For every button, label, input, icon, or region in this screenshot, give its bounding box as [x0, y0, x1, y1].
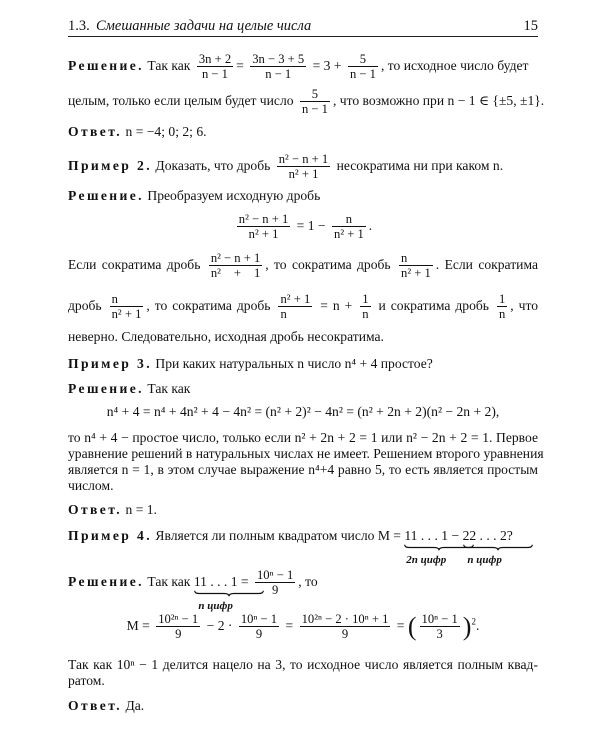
fraction: $\frac{\text{n² − n + 1}}{\text{n² + 1}}$ — [210, 251, 261, 281]
example-4-conclusion-2: ратом. — [68, 673, 105, 688]
solution-label: Решение. — [68, 574, 144, 590]
example-3-equation: n⁴ + 4 = n⁴ + 4n² + 4 − 4n² = (n² + 2)² − 4n² = (n² + 2n + 2)(n² − 2n + 2), — [106, 404, 500, 419]
example-4-conclusion-1: Так как 10ⁿ − 1 делится нацело на 3, то исходное число является полным квад- — [68, 657, 538, 672]
fraction: $\frac{n}{\text{n² + 1}}$ — [111, 292, 142, 322]
underbrace-icon — [194, 590, 264, 597]
solution-label: Решение. — [68, 58, 144, 74]
fraction: $\frac{\text{10²ⁿ − 1}}{9}$ — [158, 612, 199, 642]
example-2-equation: $\frac{\text{n² − n + 1}}{\text{n² + 1}}$ = 1 − $\frac{n}{\text{n² + 1}}$ . — [238, 212, 373, 242]
example-2-line-2: дробь $\frac{n}{\text{n² + 1}}$ , то сократима дробь $\frac{\text{n² + 1}}{n}$ = n + $\frac{1}{n}$ и сократима дробь $\frac{1}{n}$ , что — [68, 292, 539, 322]
underbrace-twos: 22 . . . 2 n цифр — [463, 528, 507, 544]
fraction: $\frac{5}{n - 1}$ — [301, 87, 328, 117]
answer-line-4: Ответ. Да. — [68, 698, 145, 713]
example-3-para-4: числом. — [68, 478, 114, 493]
example-2-line-1: Если сократима дробь $\frac{\text{n² − n + 1}}{\text{n² + 1}}$ , то сократима дробь $\frac{n}{\text{n² + 1}}$ . Если сократима — [68, 251, 538, 281]
fraction: $\frac{\text{n² − n + 1}}{\text{n² + 1}}$ — [238, 212, 289, 242]
example-label: Пример 4. — [68, 528, 153, 543]
example-2-statement: Пример 2. Доказать, что дробь $\frac{\text{n² − n + 1}}{\text{n² + 1}}$ несократима ни при каком n. — [68, 152, 504, 182]
fraction: $\frac{\text{10ⁿ − 1}}{9}$ — [257, 568, 294, 598]
example-4-solution-intro: Решение. Так как 11 . . . 1 n цифр = $\frac{\text{10ⁿ − 1}}{9}$ , то — [68, 568, 318, 612]
right-paren: ) — [462, 612, 472, 642]
underbrace-ones: 11 . . . 1 2n цифр — [404, 528, 448, 544]
left-paren: ( — [407, 612, 417, 642]
example-3-statement: Пример 3. При каких натуральных n число n⁴ + 4 простое? — [68, 356, 433, 371]
fraction: $\frac{n}{\text{n² + 1}}$ — [334, 212, 364, 242]
example-label: Пример 3. — [68, 356, 153, 371]
example-2-line-3: неверно. Следовательно, исходная дробь несократима. — [68, 329, 384, 344]
fraction: $\frac{\text{10ⁿ − 1}}{9}$ — [240, 612, 278, 642]
solution-label: Решение. — [68, 188, 144, 203]
example-3-solution-intro: Решение. Так как — [68, 381, 191, 396]
fraction: $\frac{\text{10²ⁿ − 2 · 10ⁿ + 1}}{9}$ — [301, 612, 389, 642]
fraction: $\frac{1}{n}$ — [498, 292, 506, 322]
solution-line-2: целым, только если целым будет число $\frac{5}{n - 1}$ , что возможно при n − 1 ∈ {±5, ±1}. — [68, 87, 545, 117]
answer-label: Ответ. — [68, 502, 123, 517]
running-header — [68, 14, 538, 37]
fraction: $\frac{3n - 3 + 5}{n - 1}$ — [252, 52, 305, 82]
answer-label: Ответ. — [68, 124, 123, 139]
fraction: $\frac{5}{n - 1}$ — [349, 52, 376, 82]
section-number: 1.3. — [68, 18, 90, 34]
underbrace-ones-n: 11 . . . 1 n цифр — [194, 574, 238, 590]
section-title: Смешанные задачи на целые числа — [96, 18, 312, 34]
fraction: $\frac{1}{n}$ — [362, 292, 369, 322]
example-3-para-1: то n⁴ + 4 − простое число, только если n² + 2n + 2 = 1 или n² − 2n + 2 = 1. Первое — [68, 430, 538, 445]
underbrace-icon — [463, 544, 533, 551]
example-3-para-3: является n = 1, в этом случае выражение n⁴+4 равно 5, то есть является простым — [68, 462, 538, 477]
fraction: $\frac{3n + 2}{n - 1}$ — [198, 52, 232, 82]
example-3-para-2: уравнение решений в натуральных числах не имеет. Решением второго уравнения — [68, 446, 544, 461]
answer-line-1: Ответ. n = −4; 0; 2; 6. — [68, 124, 207, 139]
solution-line-1: Решение. Так как $\frac{3n + 2}{n - 1}$ = $\frac{3n - 3 + 5}{n - 1}$ = 3 + $\frac{5}{n - 1}$ , то исходное число будет — [68, 52, 529, 82]
page-number: 15 — [523, 18, 538, 34]
answer-label: Ответ. — [68, 698, 123, 713]
example-4-equation: M = $\frac{\text{10²ⁿ − 1}}{9}$ − 2 · $\frac{\text{10ⁿ − 1}}{9}$ = $\frac{\text{10²ⁿ − 2 · 10ⁿ + 1}}{9}$ = ( $\frac{\text{10ⁿ − 1}}{3}$ )$^2$. — [126, 612, 480, 642]
answer-line-3: Ответ. n = 1. — [68, 502, 157, 517]
example-2-solution-intro: Решение. Преобразуем исходную дробь — [68, 188, 321, 203]
example-label: Пример 2. — [68, 158, 153, 174]
fraction: $\frac{n}{\text{n² + 1}}$ — [401, 251, 431, 281]
fraction: $\frac{\text{10ⁿ − 1}}{3}$ — [421, 612, 458, 642]
fraction: $\frac{\text{n² − n + 1}}{\text{n² + 1}}$ — [278, 152, 329, 182]
fraction: $\frac{\text{n² + 1}}{n}$ — [280, 292, 311, 322]
solution-label: Решение. — [68, 381, 144, 396]
example-4-statement: Пример 4. Является ли полным квадратом число M = 11 . . . 1 2n цифр − 22 . . . 2 n цифр ? — [68, 528, 538, 544]
